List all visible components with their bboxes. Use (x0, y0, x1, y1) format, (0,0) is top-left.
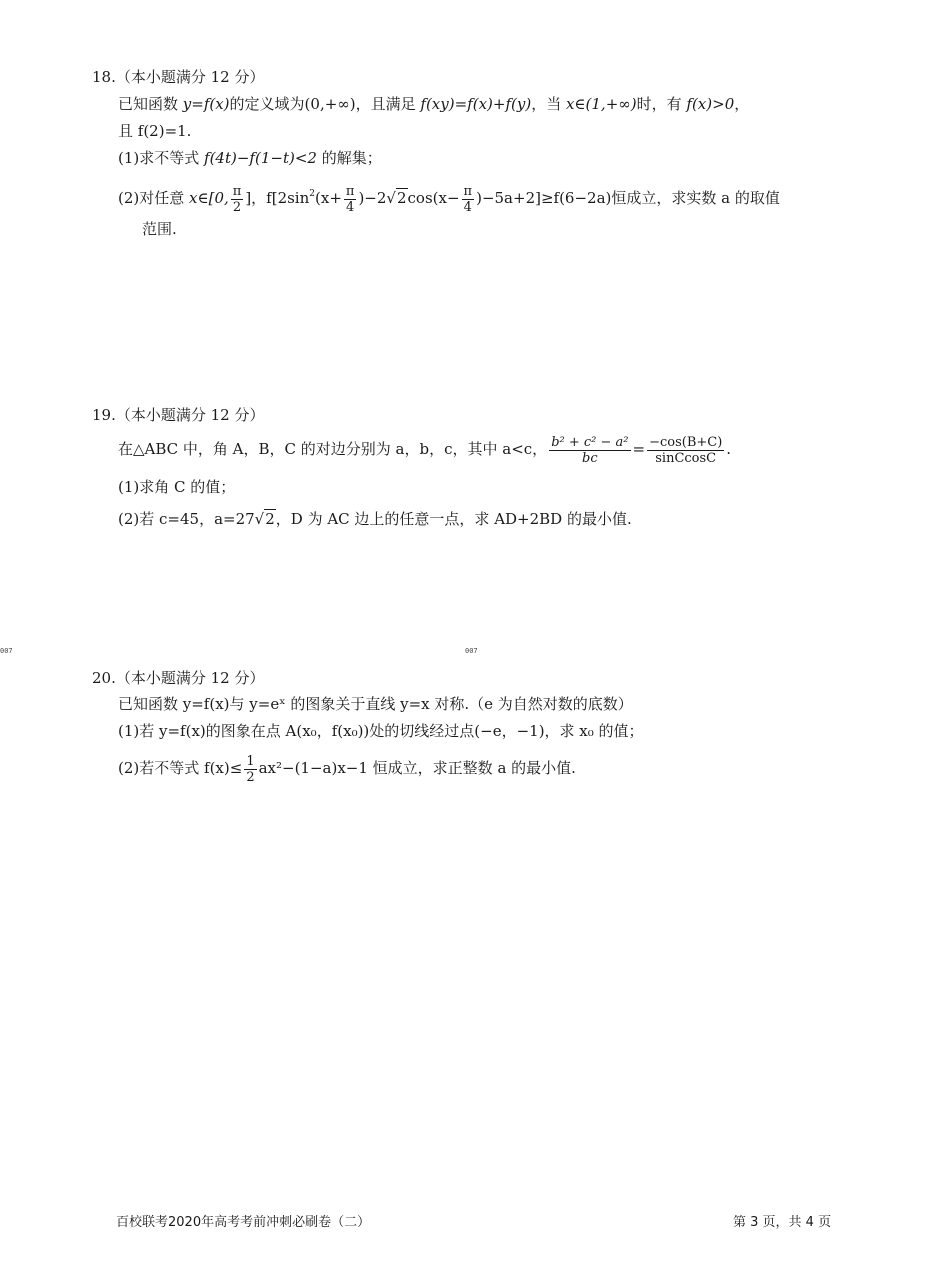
fraction-pi-over-4-b: $\frac{\pi}{4}$ (463, 183, 473, 215)
q20-line1: 已知函数 y=f(x)与 y=eˣ 的图象关于直线 y=x 对称.（e 为自然对数的底数） (118, 695, 633, 713)
fraction-one-half: $\frac{1}{2}$ (246, 753, 255, 785)
footer-page-number: 第 3 页，共 4 页 (733, 1215, 832, 1230)
page-marker-left: 007 (0, 647, 13, 655)
page-marker-center: 007 (465, 647, 478, 655)
q18-title: 18.（本小题满分 12 分） (92, 68, 265, 86)
q20-part2: (2)若不等式 f(x)≤ $\frac{1}{2}$ ax²−(1−a)x−1 恒成立，求正整数 a 的最小值. (118, 753, 576, 785)
q18-line2: 且 f(2)=1. (118, 122, 192, 140)
footer-exam-title: 百校联考2020年高考考前冲刺必刷卷（二） (116, 1215, 371, 1230)
sqrt-symbol: √2 (254, 510, 275, 528)
q19-line1: 在△ABC 中，角 A，B，C 的对边分别为 a，b，c，其中 a<c， $\frac{\text{b² + c² − a²}}{bc}$ = $\frac{-\cos(B+C)}{\text{sinCcosC}}$ . (118, 434, 732, 466)
fraction-pi-over-4: $\frac{\pi}{4}$ (345, 183, 355, 215)
fraction-pi-over-2: $\frac{\pi}{2}$ (232, 183, 242, 215)
q18-part1: (1)求不等式 f(4t)−f(1−t)<2 的解集； (118, 149, 382, 167)
fraction-cos-over-sincos: $\frac{-\cos(B+C)}{\text{sinCcosC}}$ (649, 434, 723, 466)
q18-part2-cont: 范围. (142, 220, 177, 238)
q18-part2: (2)对任意 x∈[0, $\frac{\pi}{2}$ ]，$f[2\sin^2(x+$ $\frac{\pi}{4}$ )−2√2cos(x− $\frac{\pi}{4}$ )−5a+2]≥f(6−2a)恒成立，求实数 a 的取值 (118, 183, 780, 215)
q20-title: 20.（本小题满分 12 分） (92, 669, 265, 687)
q20-part1: (1)若 y=f(x)的图象在点 A(x₀，f(x₀))处的切线经过点(−e，−1)，求 x₀ 的值； (118, 722, 644, 740)
q19-part1: (1)求角 C 的值； (118, 478, 236, 496)
q19-part2: (2)若 c=45，a=27√2，D 为 AC 边上的任意一点，求 AD+2BD 的最小值. (118, 510, 632, 528)
fraction-cosine-law: $\frac{\text{b² + c² − a²}}{bc}$ (551, 434, 629, 466)
q18-line1: 已知函数 y=f(x)的定义域为(0,+∞)，且满足 f(xy)=f(x)+f(y)，当 x∈(1,+∞)时，有 f(x)>0， (118, 95, 750, 113)
sqrt-symbol: √2 (386, 189, 407, 207)
q19-title: 19.（本小题满分 12 分） (92, 406, 265, 424)
